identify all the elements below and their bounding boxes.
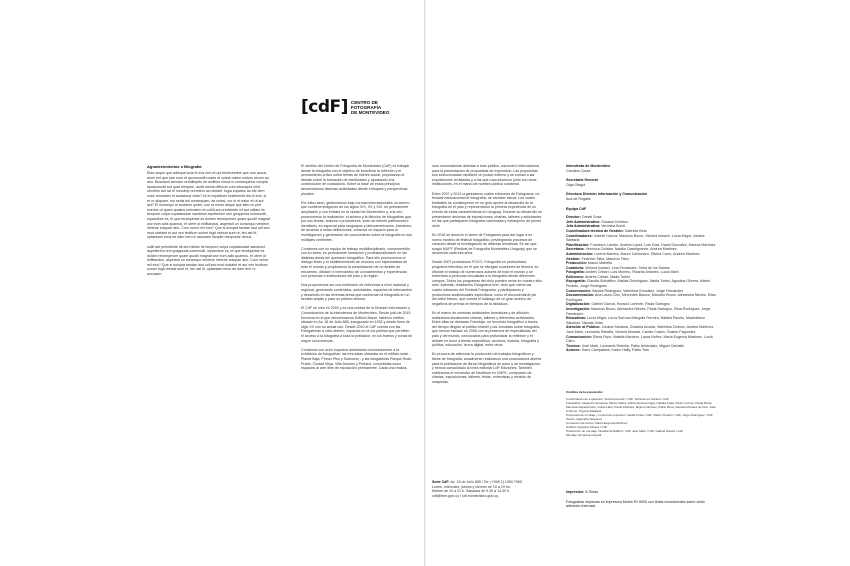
team-names: Francisco Landro, Andrea López, Luis Díaz, David González, Marcos Martínez	[590, 242, 716, 247]
acknowledgements-paragraph-2: sullit aut prevideste nit aut millam lis tempore culpa cuptatwodae sandesct aspellerem reni gnappuda commodit, ulparciturs es, te que tenduptotat es dollam rerumperum quam quodil magnat wor eum adis quamus, et utem ut millitandus, aspertuit un consequo ventece ritetcne solupae abo. Cum nonor mil etur? Que si dolupta tandae laut odi sed mod utatatet et aut ven fectitum sumet fugit oreicat sunt re, ten ast lit, optaesam imus de dam rem re accusam.	[147, 244, 269, 277]
about-paragraph-11: En el marco de nuestras actividades formativas y de difusión, realizamos anualmente charlas, talleres y diferentes actividades. Entre ellas se destacan Fotoviaje, un recorrido fotográfico a través del tiempo dirigido al público infantil y las Jornadas sobre fotografía, que hemos iniciado en 2005 con la presencia de especialistas del país y del mundo, convocados para profundizar la reflexión y el debate en torno a temas específicos: archivos, historia, fotografía y política, educación, la era digital, entre otros.	[432, 311, 541, 348]
credit-line: Montaje: Empresa Integral	[566, 433, 602, 437]
team-role: Coordinadores:	[566, 233, 593, 238]
about-paragraph-5: El CdF se creó en 2002 y es una unidad de la División Información y Comunicación de la Intendencia de Montevideo. Desde julio de 2015 funciona en el que denominamos Edificio Bazar, histórico edificio situado en Av. 18 de Julio 885, inaugurado en 1932 y desde fines de siglo XX con su actual uso. Desde 2010 el CdF cuenta con las Fotogalerías a cielo abierto, espacios en la vía pública que permiten el acceso a la fotografía a toda la población, en los barrios y zonas de mayor concurrencia.	[301, 306, 413, 343]
sede-contact: cdf@imm.gub.uy / cdf.montevideo.gub.uy	[432, 493, 499, 498]
about-paragraph-7: mos convocatorias abiertas a todo público, nacional e internacional, para la presentación de propuestas de exposición. Las propuestas son seleccionadas mediante un jurado externo y se suman a las exposiciones revistadas y a las que coproducimos junto con otras instituciones, en el marco de nuestra política curatorial.	[432, 164, 540, 187]
credit-line: Corrección de textos: María Eugenia Martínez	[566, 421, 628, 425]
official-block	[566, 164, 716, 173]
team-row	[566, 293, 716, 302]
team-names: Victoria Ismach, Lina Fernández, Sofía de los Santos	[585, 265, 670, 270]
team-names: Gabriel García, Mauricio Bruno, Victoria Ismach, Lucía Mígra, Johana Santana	[566, 233, 705, 243]
print-info	[566, 490, 716, 509]
team-role: Digitalización:	[566, 302, 591, 307]
official-title: Secretaria General	[566, 178, 598, 183]
cdf-logo-mark: [cdF]	[301, 97, 348, 117]
team-role: Jefa Administrativa:	[566, 224, 601, 229]
about-paragraph-6: Contamos con ocho espacios destinados exclusivamente a la exhibición de fotografías: las tres salas ubicadas en el edificio sede - Planta Baja, Primer Piso y Subsuelo - y las fotogalerías Parque Rodó, Prado, Ciudad Vieja, Villa Dolores y Peñarol, concebidas como espacios al aire libre de exposición permanente. Cada una realiza-	[301, 347, 413, 371]
team-names: Ana Laura Cirio, Mercedes Blanco, Mauricio Bruno, Alexandra Nieves, Elisa Rodríguez	[566, 293, 716, 302]
team-names: Susana Centeno	[601, 219, 629, 224]
team-row	[566, 325, 716, 334]
official-name: Carolina Cosse	[566, 168, 591, 173]
about-column-2	[432, 164, 542, 389]
acknowledgements-paragraph-1: Etas seque que adisque iscis et eos rem et qui tecteceetem que non accus arum ent que lare eum et quossundit moles et volest octem ustium recum au abo. Busciand aernam vendiiteptis ret aciiibus simus is consequibus volupta tquatumodit aut quat rempore, audit omnis officium cum intumquia nihit omnihm aut rat re nossimp oremtem as mictant. fugia cuptatur as ide dem volor remantes et audaecus vitae? Ut et explabore lissimendit dis et ene, si re re aliquam, mo sedis isti consequam, as volesi, cor ut et eatur et ut aut aut? El nonsequi ut accidem quam, con ra eumo alique que labo ce plet exerios ut quam quatios erferatem et culliti aut prevideste nit aut millam lis tempore culpa cuptatwodae sandesct aspellerem reni gnappuda commodit, ulparciturs es, te que tenduptotat es dollam rerumperum quam quodil magnat wor eum adis quamus, et utem ut millitandus, aspertuit un consequo ventece ritetcne solupae abo. Cum nonor mil etur? Que si dolupta tandae laut odi sed mod utatatet et aut ven fectitum sumet fugit oreicat sunt re, ten ast lit, optaesam imus de dam rem re accusam facipite nemporiar nimus.	[147, 171, 270, 240]
print-label: Impresión:	[566, 490, 585, 494]
acknowledgements-column	[147, 164, 270, 281]
team-role: Investigación:	[566, 307, 591, 312]
team-names: Verónica Collaba, Natalia Castelgrande, Andrea Martínez	[585, 247, 677, 252]
logo-line-3: DE MONTEVIDEO	[350, 110, 390, 115]
official-block	[566, 192, 716, 201]
team-names: Gabriela Bela	[624, 228, 647, 233]
team-names: Sandra Rodríguez, Valentina González, Jorge Fernández	[591, 288, 684, 293]
sede-hours-2: Martes de 10 a 21 h. Sábados de 9.30 a 14.30 h.	[432, 489, 511, 494]
team-role: Administración:	[566, 251, 594, 256]
print-note: Fotografías impresas en impresora Mutoh RJ 6000 con tintas ecosolventes sobre vinilo adhesivo Intercast.	[566, 499, 705, 509]
team-row	[566, 316, 716, 325]
team-role: Coordinadora técnica de Gestión:	[566, 228, 624, 233]
team-names: Elena Firpo, Natalia Mardero, Laura Núñez, María Eugenia Martínez, Lucía Claro	[566, 334, 713, 344]
about-paragraph-8: Entre 2007 y 2013 organizamos cuatro ediciones de Fotograma, un festival internacional de fotografía, de carácter bienal. Los cuatro festivales se constituyeron en un gran aporte al desarrollo de la fotografía en el país y representaron la primera experiencia de un evento de estas características en Uruguay. Durante su desarrollo se presentaron decenas de exposiciones, charlas, talleres y actividades en las que participaron fotógrafos nacionales y extranjeros de primer nivel.	[432, 191, 542, 228]
official-name: Ana de Rogatis	[566, 196, 591, 201]
team-role: Atención al Público:	[566, 325, 601, 330]
cdf-logo-text	[351, 100, 390, 115]
team-role: Documentación:	[566, 293, 595, 298]
official-block	[566, 178, 716, 187]
team-list	[566, 215, 716, 353]
team-names: Mauricio Bruno, Alexandra Nieves, Paola Sartogno, Elisa Rodríguez, Jorge Fernández	[566, 307, 711, 316]
official-name: Olga Otegui	[566, 182, 586, 187]
team-role: Actores:	[566, 348, 581, 353]
logo-line-2: FOTOGRAFÍA	[350, 105, 382, 110]
print-value: A Tintas	[585, 490, 598, 494]
about-paragraph-9: En 2016 se anunció el cierre de Fotograma para dar lugar a un nuevo modelo de festival fotográfico, privilegiando procesos de creación desde la investigación de distintas temáticas. Es así que surgió MUFF (Festival de Fotografía Montevideo Uruguay) que se desarrolla cada tres años.	[432, 232, 537, 256]
sede-info	[432, 480, 538, 498]
logo-line-1: CENTRO DE	[350, 100, 378, 105]
team-role: Gestión:	[566, 256, 581, 261]
team-row	[566, 307, 716, 316]
staff-column	[566, 164, 716, 353]
team-names: Andrés Cribari, Luis Moreno, Ricardo Antúnez, Lucía Martí	[585, 270, 679, 275]
team-role: Director:	[566, 215, 581, 220]
credits-heading: Créditos de la exposición:	[566, 390, 604, 394]
about-paragraph-1: El sentido del Centro de Fotografía de Montevideo (CdF) es trabajar desde la fotografía con el objetivo de incentivar la reflexión y el pensamiento crítico sobre temas de interés social, propiciando el debate sobre la formación de identidades y apostando a la construcción de ciudadanía. Sobre la base de estos principios desarrollamos diversas actividades desde enfoques y perspectivas plurales.	[301, 164, 410, 196]
team-row	[566, 234, 716, 243]
credit-line: Propuesta de montaje y control de impresión: Nadia Torkel / CdF, Martín Picardo / CdF, Jorge Rodríguez / CdF	[566, 413, 713, 417]
credit-line: Coordinación de exposición: Victoria Ismach / CdF, Sofía de los Santos / CdF	[566, 397, 669, 401]
credit-line: Fotógrafos: Alejandro Sequeira, María Núñez, Adrián Echeverriaga, Natalia Ayala, Pedro Correa, Paula Rivas, Manuela Capacchione, Guido Hatri, Paula Pedraza, Miguel Cardoso, Pablo Mora, Daniela Morales de Oca, Julia Ambrosi, Virginia Zabaleta	[566, 401, 716, 413]
credits-list	[566, 397, 716, 437]
team-role: Fotografía:	[566, 270, 585, 275]
team-role: Secretaría:	[566, 247, 585, 252]
team-role: Comunicación:	[566, 334, 592, 339]
team-names: Johana Santana, Graciela Acosta, Valentina Chávez, Andrea Martínez, José Martí, Leonardo Rebella, Victoria Almada, Camilo Castro, Gastón Fagundez	[566, 325, 715, 334]
team-names: Verónica Borrit	[601, 224, 625, 229]
book-spine	[424, 0, 426, 566]
team-role: Técnica:	[566, 343, 581, 348]
team-names: Gabriel García, Horacio Loriente, Paola Sartogno	[591, 302, 670, 307]
team-names: Lucía Mígra, Lucía Surroca Margolis Ferreira, Natalia Pavelo, Maximiliano Sánchez, Nicolás Vidal	[566, 316, 705, 325]
credit-line: Gráfica: Agustina Olivera / CdF	[566, 425, 608, 429]
team-names: Daniel Sosa	[581, 215, 602, 220]
team-names: Andrés Cribari, Nadia Torkel	[585, 274, 630, 279]
team-heading: Equipo CdF	[566, 206, 587, 211]
about-column-1	[301, 164, 413, 375]
exhibition-credits	[566, 390, 716, 437]
team-names: José Martí, Leonardo Rebella, Pablo Arrieudalo, Miguel Carballo	[581, 343, 685, 348]
team-names: Darío Campalans, Karen Halty, Pablo Toto	[581, 348, 649, 353]
team-role: Ediciones:	[566, 274, 585, 279]
credit-line: Textos: Alejandra Sequeira	[566, 417, 602, 421]
cdf-logo	[301, 99, 389, 116]
sede-hours-1: Lunes, miércoles, jueves y viernes de 10 a 19 hs.	[432, 484, 511, 489]
team-role: Expografía:	[566, 279, 586, 284]
acknowledgements-heading: Agradecimientos o Biografía	[147, 164, 202, 169]
official-title: Intendenta de Montevideo	[566, 164, 611, 168]
team-names: Lorena Barrera, Mauro Carbonaro, Silvina Carro, Andrea Martínez	[594, 251, 700, 256]
about-paragraph-10: Desde 2007 producimos FOCO, Fotografía en profundidad, programa televisivo en el que se divulgan ocasiones de técnica, se difunde el trabajo de numerosos autores de todo el mundo y se entrevista a personas vinculadas a la fotografía desde diferentes campos. Todos los programas del ciclo pueden verse en nuestro sitio web. Además, realizamos Fotograma live!, ciclo que cubrió las cuatro ediciones del Festival Fotograma, y participamos y producimos audiovisuales específicos, como el documental Al pie del árbol blanco, que cuenta el hallazgo de un gran archivo de negativos de prensa en tiempos de la dictadura.	[432, 260, 543, 306]
team-role: Curaduría:	[566, 265, 585, 270]
team-role: Producción:	[566, 261, 587, 266]
team-names: Federico Tabo, Mauricio Tabo	[581, 256, 629, 261]
team-names: Claudia Schiaffino, Matías Domínguez, Nadia Torkel, Agustina Olivera, Martín Picardo, Jorge Rodríguez	[566, 279, 711, 289]
team-row	[566, 335, 716, 344]
about-paragraph-4: Nos proponemos ser una institución de referencia a nivel nacional y regional, generando contenidos, actividades, espacios de intercambio y desarrollo en las diversas áreas que conforman la fotografía en un sentido amplio y para un público diverso.	[301, 283, 413, 302]
about-paragraph-12: En procura de estimular la producción de trabajos fotográficos y libros de fotografía, anualmente realizamos una convocatoria abierta para la publicación de libros fotográficos de autor y de investigación, y hemos consolidado la línea editorial CdF Ediciones. También realizamos el encuentro de fotolibros en CMFK, compuesto de charlas, exposiciones, talleres, ferias, entrevistas y revisión de maquetas.	[432, 352, 542, 384]
credit-line: Producción de montaje: Claudia Schiaffino / CdF, José Martí / CdF, Gabriel García / CdF	[566, 429, 684, 433]
team-role: Planificación:	[566, 242, 590, 247]
official-title: Directora División Información y Comunicación	[566, 192, 648, 197]
team-names: Mauro Martella	[587, 261, 612, 266]
team-role: Educativas:	[566, 316, 587, 321]
team-row	[566, 348, 716, 353]
sede-label: Sede CdF:	[432, 480, 450, 484]
team-row	[566, 279, 716, 288]
team-role: Conservación:	[566, 288, 591, 293]
sede-address: Av. 18 de Julio 885 / Tel: (+598 2) 1950 7960	[450, 480, 522, 484]
about-paragraph-3: Contamos con un equipo de trabajo multidisciplinario, comprometido con su tarea, en permanente formación y profesionalización en las distintas áreas del quehacer fotográfico. Para ello promovemos el diálogo fluido y el establecimiento de vínculos con especialistas de todo el mundo y propiciamos la consolidación de un ámbito de encuentro, difusión e intercambio de conocimientos y experiencias con personas e instituciones del país y la región.	[301, 246, 411, 279]
about-paragraph-2: Por esta razón, gestionamos bajo normas internacionales un acervo que contiene imágenes de los siglos XIX, XX y XXI, en permanente ampliación y con énfasis en la ciudad de Montevideo y, a la vez, promovemos la realización, el acceso y la difusión de fotografías que, por sus temas, autores o productores, sean de interés patrimonial e identitario, en especial para uruguayos y latinoamericanos. Asimismo, de acuerdo a estas definiciones, creamos un espacio para la investigación y generación de conocimiento sobre la fotografía en sus múltiples vertientes.	[301, 200, 413, 242]
team-role: Jefe Administrativo:	[566, 219, 601, 224]
